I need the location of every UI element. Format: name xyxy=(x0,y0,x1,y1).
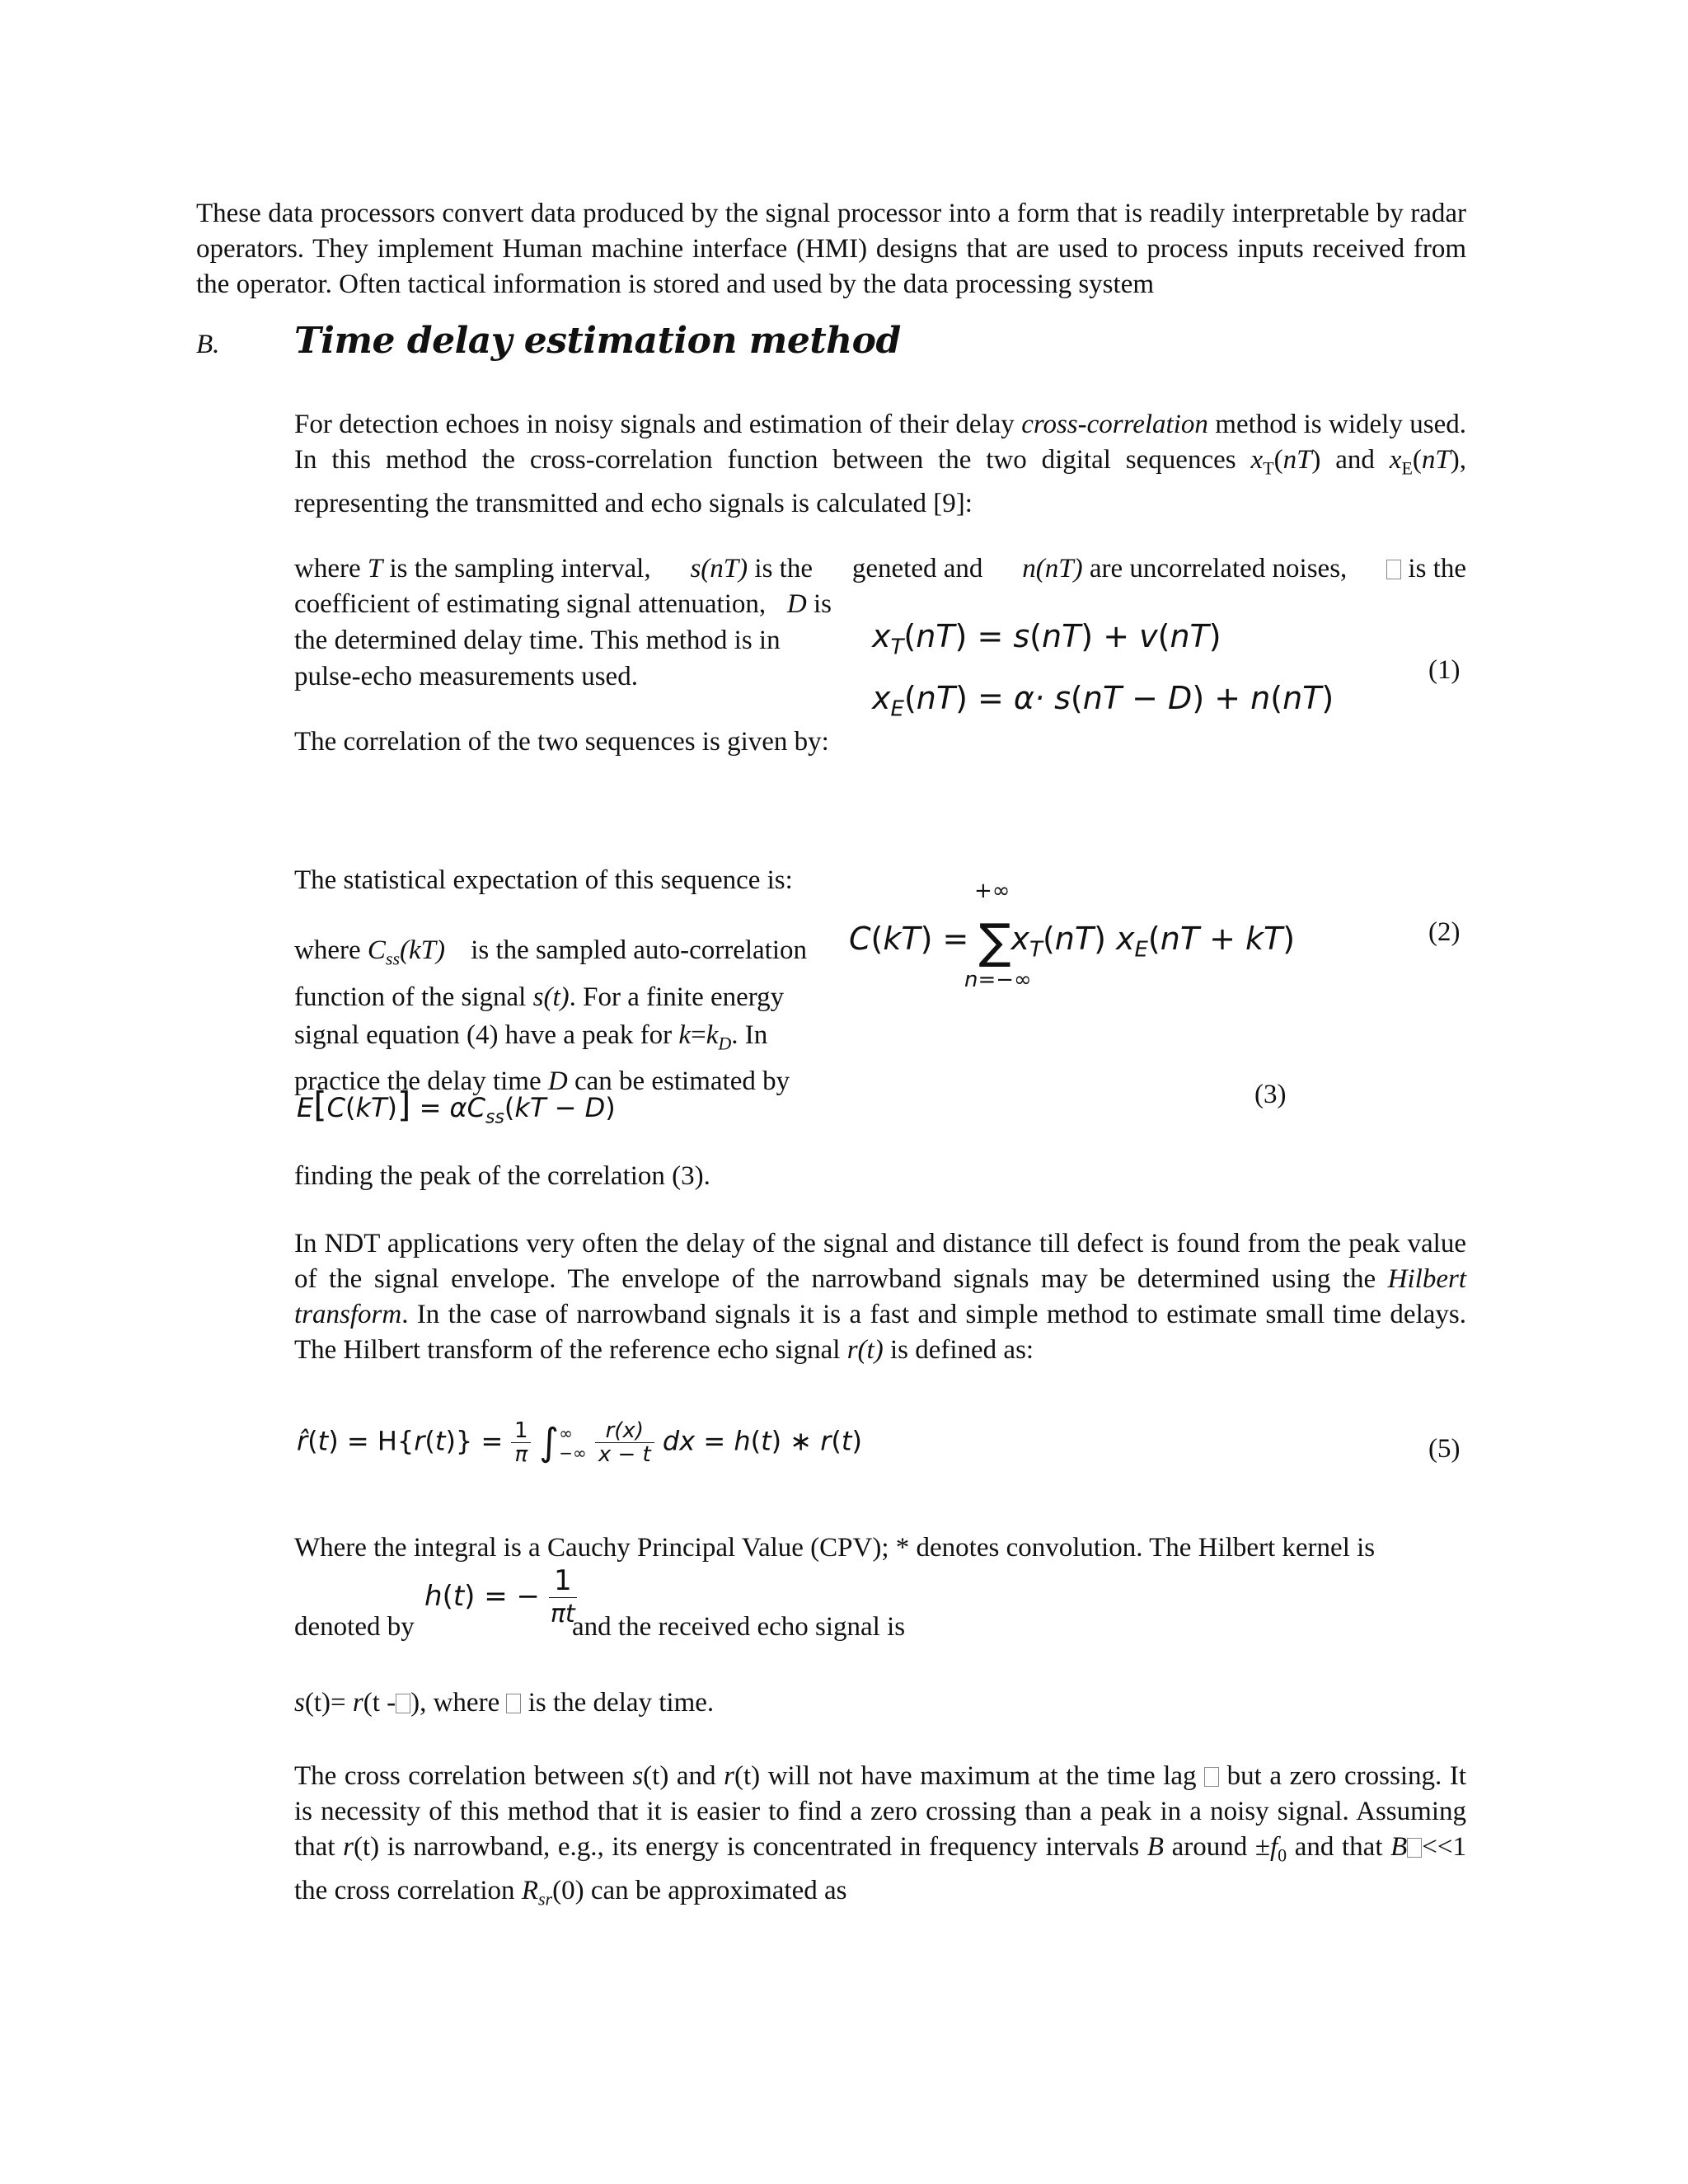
denoted-by-text: denoted by xyxy=(294,1612,415,1642)
correlation-intro: The correlation of the two sequences is given by: xyxy=(294,727,829,757)
paragraph-autocorrelation: where $C_{ss}(kT)$ is the sampled auto-correlation function of the signal s(t). For a finite energy signal equation (4) have a peak for $k=k_D$. In practice the delay time D can be estimated by xyxy=(294,935,807,1097)
equation-1-number: (1) xyxy=(1428,655,1461,685)
section-letter: B. xyxy=(196,330,220,359)
missing-glyph-icon xyxy=(506,1694,521,1713)
equation-1-line-2: $x_E(nT) = \alpha\cdot s(nT - D) + n(nT)$ xyxy=(872,680,1334,722)
received-echo-text: and the received echo signal is xyxy=(572,1612,906,1642)
equation-2-upper-limit: +∞ xyxy=(974,879,1010,903)
equation-5: r̂(t) = H{r(t)} = $\frac{1}{\pi}$ ∫ ∞ −∞ $\frac{r(x)}{x - t}$ dx = h(t) ∗ r(t) xyxy=(297,1418,862,1467)
missing-glyph-icon xyxy=(396,1694,410,1713)
expectation-intro: The statistical expectation of this sequence is: xyxy=(294,865,793,895)
finding-peak-text: finding the peak of the correlation (3). xyxy=(294,1161,710,1191)
missing-glyph-icon xyxy=(1386,560,1401,579)
equation-3-number: (3) xyxy=(1254,1080,1287,1109)
missing-glyph-icon xyxy=(1204,1767,1219,1787)
equation-3: $E[C(kT)] = \alpha C_{ss}(kT - D)$ xyxy=(297,1085,616,1128)
equation-5-number: (5) xyxy=(1428,1434,1461,1464)
hilbert-kernel-equation: h(t) = − $\frac{1}{\pi t}$ xyxy=(424,1564,577,1631)
paragraph-zero-crossing: The cross correlation between s(t) and r(t) will not have maximum at the time lag but a zero crossing. It is necessity of this method that it is easier to find a zero crossing than a peak in a noisy signal. Assuming that r(t) is narrowband, e.g., its energy is concentrated in frequency intervals B around $\pm f_0$ and that B <<1 the cross correlation $R_{sr}(0)$ can be approximated as xyxy=(294,1761,1467,1910)
echo-signal-definition: s(t)= r(t - ), where is the delay time. xyxy=(294,1688,715,1718)
paragraph-cpv: Where the integral is a Cauchy Principal Value (CPV); * denotes convolution. The Hilbert kernel is xyxy=(294,1533,1376,1563)
paragraph-where-line1: where T is the sampling interval, s(nT) is the geneted and n(nT) are uncorrelated noises, is the xyxy=(294,554,1466,583)
equation-1-line-1: $x_T(nT) = s(nT) + v(nT)$ xyxy=(872,618,1221,660)
equation-2: $C(kT) = \sum x_T(nT) x_E(nT + kT)$ xyxy=(849,913,1296,969)
missing-glyph-icon xyxy=(1407,1838,1422,1858)
paragraph-hilbert: In NDT applications very often the delay of the signal and distance till defect is found from the peak value of the signal envelope. The envelope of the narrowband signals may be determined using the Hilbert transform. In the case of narrowband signals it is a fast and simple method to estimate small time delays. The Hilbert transform of the reference echo signal r(t) is defined as: xyxy=(294,1229,1466,1365)
section-title: Time delay estimation method xyxy=(294,320,901,362)
paragraph-where-column: coefficient of estimating signal attenuation, D is the determined delay time. This method is in pulse-echo measurements used. xyxy=(294,589,832,691)
intro-paragraph: These data processors convert data produced by the signal processor into a form that is readily interpretable by radar operators. They implement Human machine interface (HMI) designs that are used to process inputs received from the operator. Often tactical information is stored and used by the data processing system xyxy=(196,199,1466,299)
equation-2-lower-limit: n=−∞ xyxy=(964,968,1032,992)
equation-2-number: (2) xyxy=(1428,917,1461,947)
paragraph-cross-correlation: For detection echoes in noisy signals and estimation of their delay cross-correlation method is widely used. In this method the cross-correlation function between the two digital sequences $x_T(nT)$ and $x_E(nT)$, representing the transmitted and echo signals is calculated [9]: xyxy=(294,410,1466,518)
